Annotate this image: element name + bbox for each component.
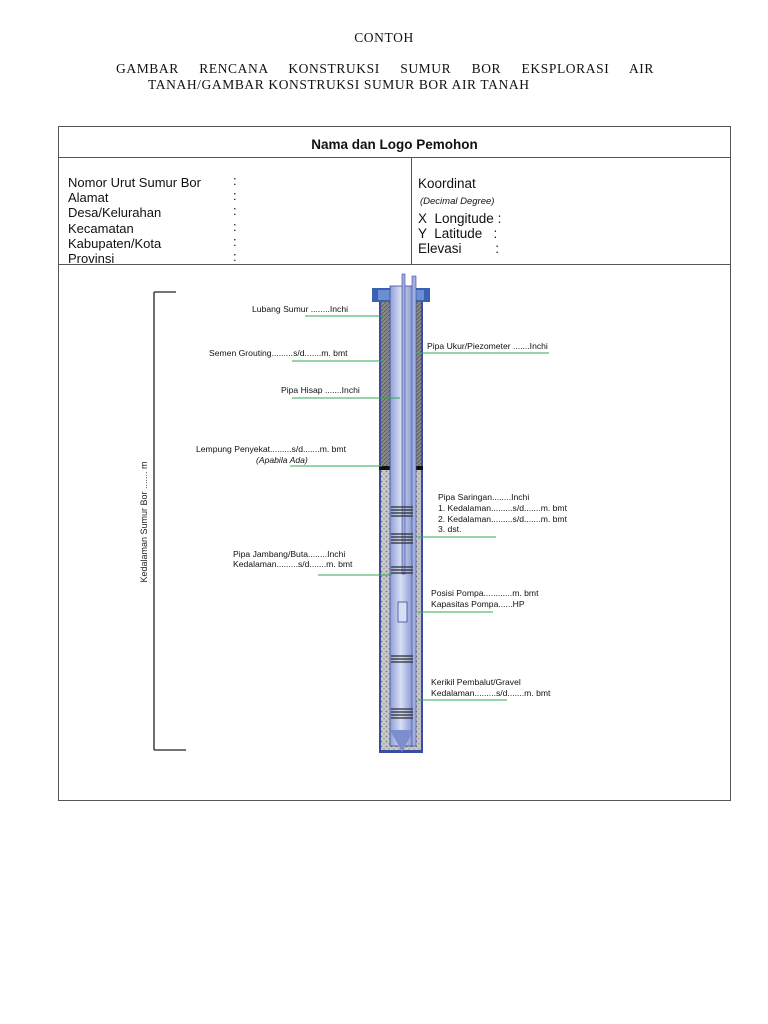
document-title-line2: TANAH/GAMBAR KONSTRUKSI SUMUR BOR AIR TANAH bbox=[148, 77, 530, 92]
colon: : bbox=[233, 203, 237, 219]
piezometer-pipe bbox=[412, 276, 416, 746]
field-nomor-urut: Nomor Urut Sumur Bor bbox=[68, 175, 201, 190]
elevasi-label: Elevasi : bbox=[418, 241, 500, 256]
suction-pipe bbox=[402, 274, 405, 574]
field-kabupaten: Kabupaten/Kota bbox=[68, 235, 162, 251]
decimal-degree-label: (Decimal Degree) bbox=[420, 196, 495, 207]
field-provinsi: Provinsi bbox=[68, 251, 115, 267]
colon: : bbox=[233, 233, 237, 249]
depth-label: Kedalaman Sumur Bor ....... m bbox=[139, 461, 149, 583]
label-lubang-sumur: Lubang Sumur ........Inchi bbox=[252, 304, 349, 314]
latitude-label: Y Latitude : bbox=[418, 226, 498, 241]
label-apabila-ada: (Apabila Ada) bbox=[256, 455, 308, 465]
label-kapasitas-pompa: Kapasitas Pompa......HP bbox=[431, 599, 525, 609]
label-saringan-3: 3. dst. bbox=[438, 524, 462, 534]
colon: : bbox=[233, 249, 237, 265]
field-kecamatan: Kecamatan bbox=[68, 220, 134, 236]
document-title-line1: GAMBAR RENCANA KONSTRUKSI SUMUR BOR EKSPLORASI AIR bbox=[116, 61, 654, 76]
label-semen-grouting: Semen Grouting.........s/d.......m. bmt bbox=[209, 348, 348, 358]
longitude-label: X Longitude : bbox=[418, 211, 502, 226]
name-logo-cell: Nama dan Logo Pemohon bbox=[59, 127, 730, 158]
field-alamat: Alamat bbox=[68, 190, 109, 206]
label-pipa-jambang: Pipa Jambang/Buta........Inchi bbox=[233, 549, 346, 559]
field-desa: Desa/Kelurahan bbox=[68, 205, 162, 221]
colon: : bbox=[233, 173, 237, 188]
label-pipa-hisap: Pipa Hisap .......Inchi bbox=[281, 385, 360, 395]
label-saringan-1: 1. Kedalaman.........s/d.......m. bmt bbox=[438, 503, 567, 513]
label-jambang-kedalaman: Kedalaman.........s/d.......m. bmt bbox=[233, 559, 353, 569]
label-saringan-2: 2. Kedalaman.........s/d.......m. bmt bbox=[438, 514, 567, 524]
label-kerikil-kedalaman: Kedalaman.........s/d.......m. bmt bbox=[431, 688, 551, 698]
colon: : bbox=[233, 188, 237, 204]
pump bbox=[398, 602, 407, 622]
label-posisi-pompa: Posisi Pompa............m. bmt bbox=[431, 588, 539, 598]
label-pipa-saringan: Pipa Saringan........Inchi bbox=[438, 492, 530, 502]
contoh-heading: CONTOH bbox=[354, 30, 414, 45]
koordinat-label: Koordinat bbox=[418, 176, 476, 191]
label-pipa-ukur: Pipa Ukur/Piezometer .......Inchi bbox=[427, 341, 548, 351]
label-kerikil: Kerikil Pembalut/Gravel bbox=[431, 677, 521, 687]
depth-bracket bbox=[154, 292, 186, 750]
label-lempung-penyekat: Lempung Penyekat.........s/d.......m. bmt bbox=[196, 444, 346, 454]
colon: : bbox=[233, 218, 237, 234]
